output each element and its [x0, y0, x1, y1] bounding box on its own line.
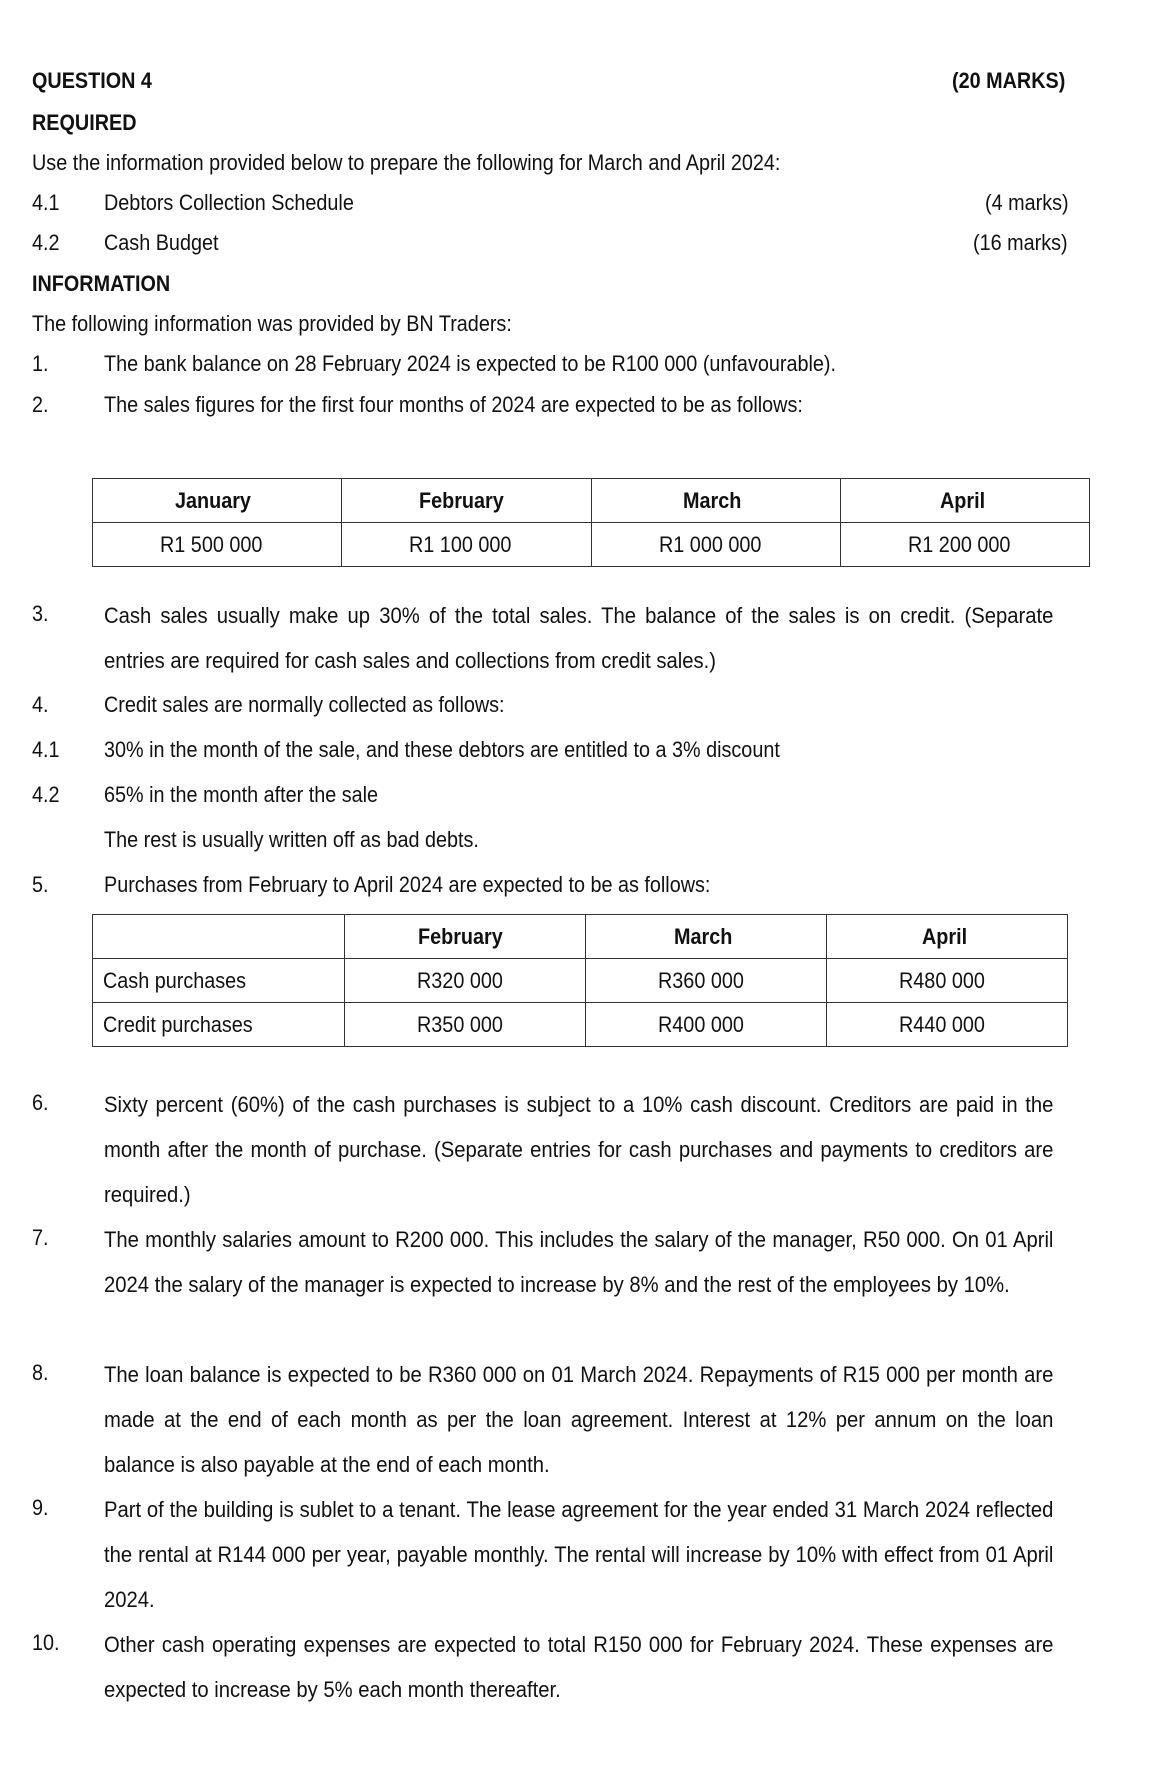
item-number: 4. [32, 692, 49, 717]
question-title: QUESTION 4 [32, 68, 152, 93]
table-header-cell: April [840, 479, 1089, 523]
purchases-table [92, 914, 1068, 1047]
item-number: 3. [32, 601, 49, 626]
instruction-text: Use the information provided below to prepare the following for March and April 2024: [32, 150, 781, 175]
table-row-label: Cash purchases [93, 959, 345, 1003]
item-text: The rest is usually written off as bad debts. [104, 827, 479, 852]
item-number: 1. [32, 351, 49, 376]
item-paragraph: The monthly salaries amount to R200 000. This includes the salary of the manager, R50 000. On 01 April 2024 the salary of the manager is expected to increase by 8% and the rest of the employees by 10%. [104, 1227, 1054, 1297]
table-header-cell: March [585, 915, 826, 959]
required-item-text: Debtors Collection Schedule [104, 190, 354, 215]
table-cell: R440 000 [826, 1003, 1067, 1047]
item-text: The bank balance on 28 February 2024 is expected to be R100 000 (unfavourable). [104, 351, 836, 376]
item-number: 4.1 [32, 737, 60, 762]
required-heading: REQUIRED [32, 110, 137, 135]
table-header-cell: January [93, 479, 342, 523]
table-row [93, 959, 1068, 1003]
item-text: 65% in the month after the sale [104, 782, 379, 807]
table-row [93, 479, 1090, 523]
table-cell: R350 000 [344, 1003, 585, 1047]
required-item-text: Cash Budget [104, 230, 219, 255]
item-number: 4.2 [32, 782, 60, 807]
table-header-cell: February [344, 915, 585, 959]
table-cell: R1 500 000 [93, 523, 342, 567]
item-paragraph: Part of the building is sublet to a tenant. The lease agreement for the year ended 31 March 2024 reflected the rental at R144 000 per year, payable monthly. The rental will increase by 10% with effect from 01 April 2024. [104, 1497, 1054, 1612]
required-item-marks: (16 marks) [972, 230, 1068, 255]
item-text: Credit sales are normally collected as follows: [104, 692, 505, 717]
table-cell: R360 000 [585, 959, 826, 1003]
sales-table [92, 478, 1090, 567]
table-cell: R1 000 000 [591, 523, 840, 567]
required-item-number: 4.1 [32, 190, 60, 215]
table-row [93, 523, 1090, 567]
item-paragraph: The loan balance is expected to be R360 000 on 01 March 2024. Repayments of R15 000 per month are made at the end of each month as per the loan agreement. Interest at 12% per annum on the loan balance is also payable at the end of each month. [104, 1362, 1054, 1477]
item-paragraph: Other cash operating expenses are expected to total R150 000 for February 2024. These expenses are expected to increase by 5% each month thereafter. [104, 1632, 1054, 1702]
table-cell: R480 000 [826, 959, 1067, 1003]
table-row [93, 915, 1068, 959]
table-cell: R400 000 [585, 1003, 826, 1047]
table-cell: R320 000 [344, 959, 585, 1003]
total-marks: (20 MARKS) [952, 68, 1066, 93]
item-number: 6. [32, 1090, 49, 1115]
table-cell: R1 200 000 [840, 523, 1089, 567]
item-number: 10. [32, 1630, 60, 1655]
item-text: The sales figures for the first four months of 2024 are expected to be as follows: [104, 392, 803, 417]
table-header-cell: March [591, 479, 840, 523]
table-row-label: Credit purchases [93, 1003, 345, 1047]
table-header-cell: February [342, 479, 591, 523]
item-number: 5. [32, 872, 49, 897]
item-paragraph: Cash sales usually make up 30% of the total sales. The balance of the sales is on credit. (Separate entries are required for cash sales and collections from credit sales.) [104, 603, 1054, 673]
table-header-cell [93, 915, 345, 959]
item-paragraph: Sixty percent (60%) of the cash purchases is subject to a 10% cash discount. Creditors are paid in the month after the month of purchase. (Separate entries for cash purchases and payments to creditors are required.) [104, 1092, 1054, 1207]
information-intro: The following information was provided by BN Traders: [32, 311, 512, 336]
item-number: 2. [32, 392, 49, 417]
item-number: 9. [32, 1495, 49, 1520]
item-text: 30% in the month of the sale, and these debtors are entitled to a 3% discount [104, 737, 780, 762]
item-text: Purchases from February to April 2024 are expected to be as follows: [104, 872, 711, 897]
item-number: 8. [32, 1360, 49, 1385]
table-header-cell: April [826, 915, 1067, 959]
required-item-number: 4.2 [32, 230, 60, 255]
table-cell: R1 100 000 [342, 523, 591, 567]
information-heading: INFORMATION [32, 271, 171, 296]
item-number: 7. [32, 1225, 49, 1250]
table-row [93, 1003, 1068, 1047]
required-item-marks: (4 marks) [985, 190, 1069, 215]
